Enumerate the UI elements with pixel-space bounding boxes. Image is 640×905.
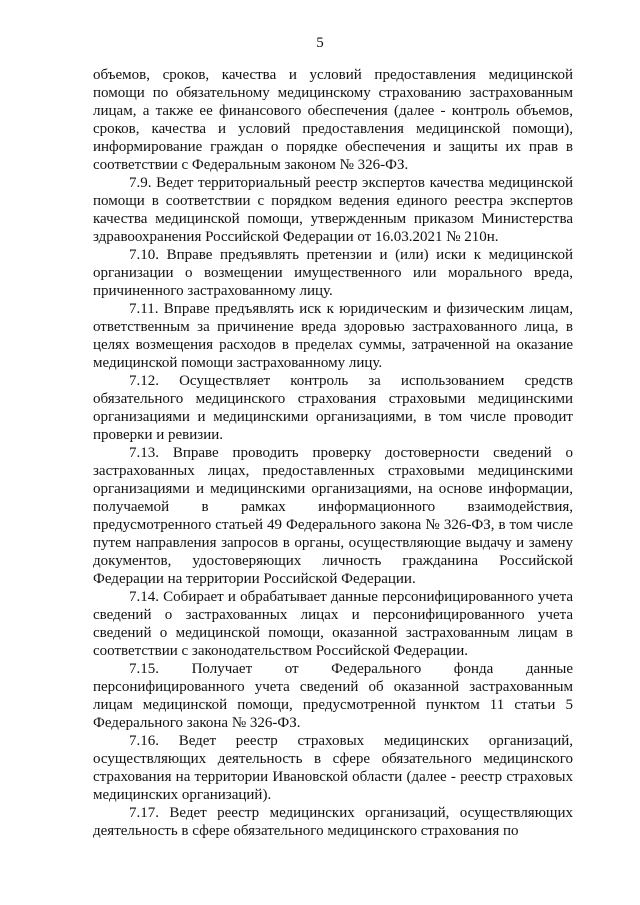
paragraph-7-12: 7.12. Осуществляет контроль за использованием средств обязательного медицинского страхования страховыми медицинскими организациями и медицинскими организациями, в том числе проводит проверки и ревизии.	[93, 373, 573, 443]
document-body	[93, 66, 573, 840]
paragraph-7-14: 7.14. Собирает и обрабатывает данные персонифицированного учета сведений о застрахованных лицах и персонифицированного учета сведений о медицинской помощи, оказанной застрахованным лицам в соответствии с законодательством Российской Федерации.	[93, 589, 573, 659]
paragraph-7-13: 7.13. Вправе проводить проверку достоверности сведений о застрахованных лицах, предоставленных страховыми медицинскими организациями и медицинскими организациями, на основе информации, получаемой в рамках информационного взаимодействия, предусмотренного статьей 49 Федерального закона № 326-ФЗ, в том числе путем направления запросов в органы, осуществляющие выдачу и замену документов, удостоверяющих личность гражданина Российской Федерации на территории Российской Федерации.	[93, 445, 573, 587]
paragraph-7-17: 7.17. Ведет реестр медицинских организаций, осуществляющих деятельность в сфере обязательного медицинского страхования по	[93, 805, 573, 839]
paragraph-7-11: 7.11. Вправе предъявлять иск к юридическим и физическим лицам, ответственным за причинение вреда здоровью застрахованного лица, в целях возмещения расходов в пределах суммы, затраченной на оказание медицинской помощи застрахованному лицу.	[93, 301, 573, 371]
paragraph-continuation: объемов, сроков, качества и условий предоставления медицинской помощи по обязательному медицинскому страхованию застрахованным лицам, а также ее финансового обеспечения (далее - контроль объемов, сроков, качества и условий предоставления медицинской помощи), информирование граждан о порядке обеспечения и защиты их прав в соответствии с Федеральным законом № 326-ФЗ.	[93, 67, 573, 173]
paragraph-7-10: 7.10. Вправе предъявлять претензии и (или) иски к медицинской организации о возмещении имущественного или морального вреда, причиненного застрахованному лицу.	[93, 247, 573, 299]
page-number: 5	[316, 35, 324, 51]
paragraph-7-9: 7.9. Ведет территориальный реестр экспертов качества медицинской помощи в соответствии с порядком ведения единого реестра экспертов качества медицинской помощи, утвержденным приказом Министерства здравоохранения Российской Федерации от 16.03.2021 № 210н.	[93, 175, 573, 245]
paragraph-7-15: 7.15. Получает от Федерального фонда данные персонифицированного учета сведений об оказанной застрахованным лицам медицинской помощи, предусмотренной пунктом 11 статьи 5 Федерального закона № 326-ФЗ.	[93, 661, 573, 731]
paragraph-7-16: 7.16. Ведет реестр страховых медицинских организаций, осуществляющих деятельность в сфере обязательного медицинского страхования на территории Ивановской области (далее - реестр страховых медицинских организаций).	[93, 733, 573, 803]
